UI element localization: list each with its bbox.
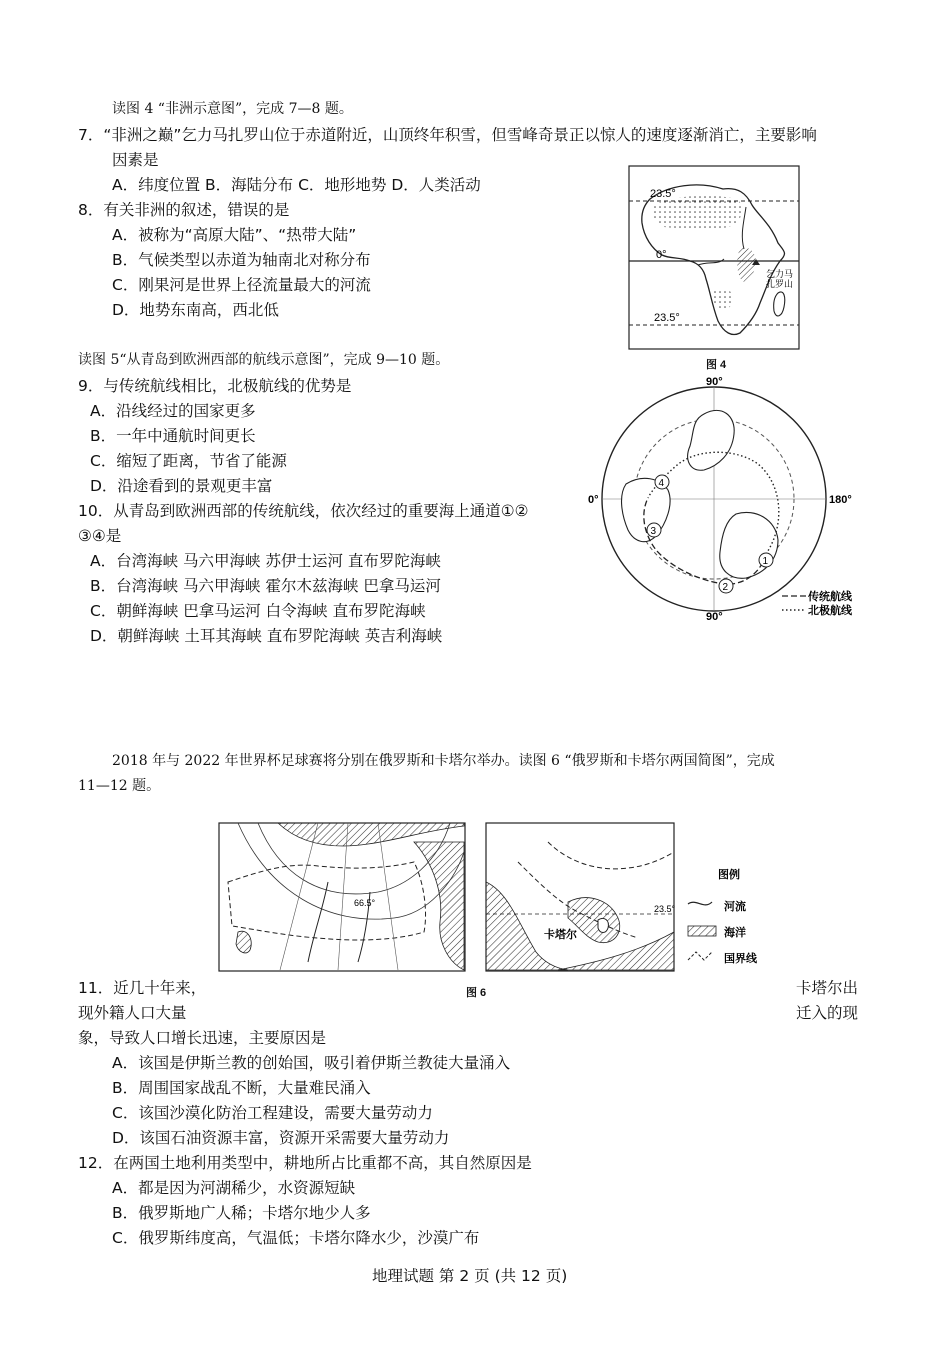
legend-traditional-label: 传统航线 [808, 591, 852, 603]
legend-ocean-label: 海洋 [724, 927, 746, 939]
q7-stem-line2: 因素是 [112, 151, 159, 169]
legend-border-symbol [688, 952, 712, 960]
q9-option-c: C．缩短了距离，节省了能源 [90, 452, 287, 470]
q9-stem: 9．与传统航线相比，北极航线的优势是 [78, 377, 352, 395]
q8-option-b: B．气候类型以赤道为轴南北对称分布 [112, 251, 371, 269]
marker-2-label: 2 [722, 582, 729, 593]
q12-option-c: C．俄罗斯纬度高，气温低；卡塔尔降水少，沙漠广布 [112, 1229, 480, 1247]
q10-option-d: D．朝鲜海峡 土耳其海峡 直布罗陀海峡 英吉利海峡 [90, 627, 443, 645]
legend-border-label: 国界线 [724, 953, 757, 965]
fig4-lat-north: 23.5° [650, 188, 676, 200]
q10-stem-line1: 10．从青岛到欧洲西部的传统航线，依次经过的重要海上通道①② [78, 502, 529, 520]
q11-line1-left: 11．近几十年来， [78, 979, 207, 997]
legend-title: 图例 [718, 869, 740, 881]
q11-option-c: C．该国沙漠化防治工程建设，需要大量劳动力 [112, 1104, 433, 1122]
marker-4-label: 4 [658, 478, 665, 489]
q8-stem: 8．有关非洲的叙述，错误的是 [78, 201, 290, 219]
q11-option-b: B．周围国家战乱不断，大量难民涌入 [112, 1079, 371, 1097]
fig4-lat-south: 23.5° [654, 312, 680, 324]
legend-ocean-symbol [688, 926, 716, 936]
q8-option-d: D．地势东南高，西北低 [112, 301, 279, 319]
q11-option-a: A．该国是伊斯兰教的创始国，吸引着伊斯兰教徒大量涌入 [112, 1054, 511, 1072]
legend-arctic-label: 北极航线 [808, 605, 852, 617]
marker-3-label: 3 [650, 526, 657, 537]
fig4-caption: 图 4 [706, 359, 727, 371]
q12-option-a: A．都是因为河湖稀少，水资源短缺 [112, 1179, 356, 1197]
q11-option-d: D．该国石油资源丰富，资源开采需要大量劳动力 [112, 1129, 450, 1147]
fig6-tropic-label: 23.5° [654, 904, 676, 914]
fig6-arctic-circle-label: 66.5° [354, 898, 376, 908]
q7-options: A．纬度位置 B．海陆分布 C．地形地势 D．人类活动 [112, 176, 481, 194]
q7-stem-line1: 7．“非洲之巅”乞力马扎罗山位于赤道附近，山顶终年积雪，但雪峰奇景正以惊人的速度逐渐消亡，主要影响 [78, 126, 817, 144]
legend-river-label: 河流 [724, 901, 746, 913]
russia-qatar-figure [218, 822, 778, 1002]
legend-river-symbol [688, 902, 712, 905]
qatar-peninsula [598, 918, 608, 932]
africa-map-figure [628, 165, 800, 355]
q8-option-c: C．刚果河是世界上径流量最大的河流 [112, 276, 371, 294]
q9-option-a: A．沿线经过的国家更多 [90, 402, 256, 420]
q11-line3: 象，导致人口增长迅速，主要原因是 [78, 1029, 327, 1047]
fig5-right-label: 180° [829, 494, 852, 506]
q10-option-a: A．台湾海峡 马六甲海峡 苏伊士运河 直布罗陀海峡 [90, 552, 441, 570]
fig5-left-label: 0° [588, 494, 599, 506]
fig5-top-label: 90° [706, 376, 723, 388]
fig6-caption: 图 6 [466, 987, 487, 999]
q8-option-a: A．被称为“高原大陆”、“热带大陆” [112, 226, 357, 244]
q9-option-b: B．一年中通航时间更长 [90, 427, 256, 445]
q11-line1-right: 卡塔尔出 [796, 979, 859, 997]
q10-option-c: C．朝鲜海峡 巴拿马运河 白令海峡 直布罗陀海峡 [90, 602, 426, 620]
fig4-mountain-label-2: 扎罗山 [766, 279, 794, 289]
intro-fig4: 读图 4 “非洲示意图”，完成 7—8 题。 [112, 101, 353, 117]
intro-fig5: 读图 5“从青岛到欧洲西部的航线示意图”，完成 9—10 题。 [78, 352, 450, 368]
q12-stem: 12．在两国土地利用类型中，耕地所占比重都不高，其自然原因是 [78, 1154, 532, 1172]
fig5-bottom-label: 90° [706, 611, 723, 623]
q10-stem-line2: ③④是 [78, 527, 122, 545]
q9-option-d: D．沿途看到的景观更丰富 [90, 477, 273, 495]
fig4-equator-label: 0° [656, 249, 667, 261]
arctic-route-figure [586, 374, 866, 624]
intro-fig6-line2: 11—12 题。 [78, 778, 161, 794]
marker-1-label: 1 [762, 556, 769, 567]
intro-fig6-line1: 2018 年与 2022 年世界杯足球赛将分别在俄罗斯和卡塔尔举办。读图 6 “俄罗斯和卡塔尔两国简图”，完成 [112, 753, 775, 769]
fig6-qatar-label: 卡塔尔 [544, 929, 577, 941]
page-footer: 地理试题 第 2 页 (共 12 页) [372, 1267, 568, 1285]
q11-line2-right: 迁入的现 [796, 1004, 859, 1022]
q10-option-b: B．台湾海峡 马六甲海峡 霍尔木兹海峡 巴拿马运河 [90, 577, 441, 595]
fig4-mountain-label-1: 乞力马 [766, 269, 794, 279]
q12-option-b: B．俄罗斯地广人稀；卡塔尔地少人多 [112, 1204, 371, 1222]
q11-line2-left: 现外籍人口大量 [78, 1004, 187, 1022]
